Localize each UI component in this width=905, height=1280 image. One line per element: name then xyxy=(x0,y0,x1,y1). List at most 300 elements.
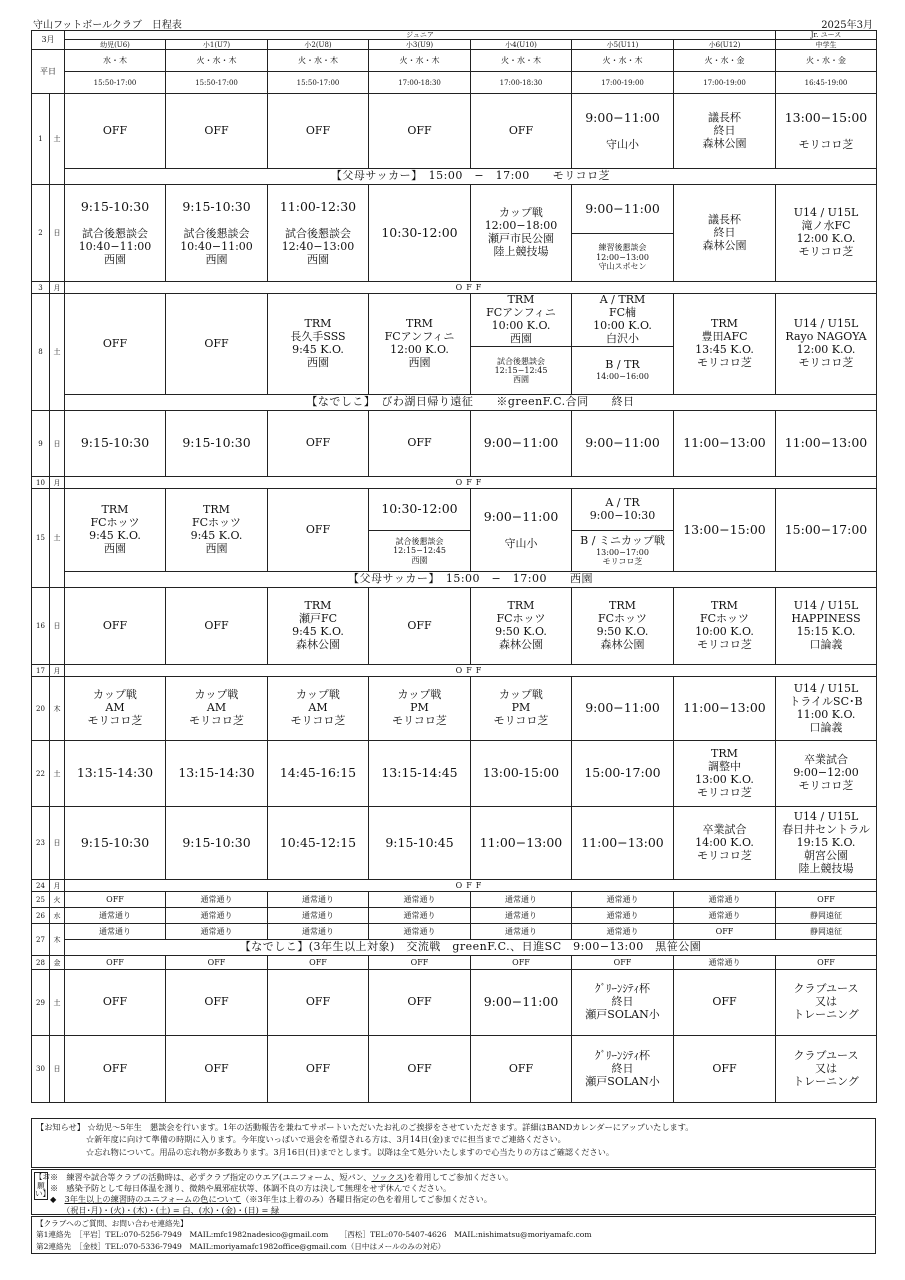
cell-line: AM xyxy=(308,701,328,715)
cell-line: 朝宮公園 xyxy=(804,848,848,862)
cell-text: OFF xyxy=(204,1061,229,1075)
date-label: 9 xyxy=(38,439,43,448)
weekday-cell xyxy=(50,970,65,1036)
date-cell xyxy=(32,588,50,665)
schedule-table xyxy=(31,30,877,1103)
contact-title: 【クラブへのご質問、お問い合わせ連絡先】 xyxy=(36,1219,188,1228)
schedule-cell xyxy=(65,588,166,665)
schedule-cell xyxy=(65,970,166,1036)
cell-line: PM xyxy=(511,701,531,715)
cell-line: カップ戦 xyxy=(296,688,340,702)
off-label: OFF xyxy=(455,283,486,293)
cell-text: 9:00−11:00 xyxy=(483,994,559,1010)
cell-line: カップ戦 xyxy=(499,688,543,702)
weekday-cell xyxy=(50,880,65,892)
cell-line: 12:15−12:45 xyxy=(494,365,548,375)
day-row xyxy=(32,665,877,677)
cell-text: OFF xyxy=(204,336,229,350)
weekday-label: 平日 xyxy=(40,67,56,77)
schedule-cell xyxy=(471,741,572,807)
cell-line: 森林公園 xyxy=(702,238,747,252)
cell-line: 陸上競技場 xyxy=(798,861,854,875)
cell-line: 試合後懇談会 xyxy=(183,226,250,240)
cell-line: Rayo NAGOYA xyxy=(785,330,867,344)
row-note: 【父母サッカー】 15:00 − 17:00 モリコロ芝 xyxy=(330,169,611,183)
off-span-cell xyxy=(65,880,877,892)
class-name: 小5(U11) xyxy=(606,40,639,49)
schedule-cell xyxy=(369,294,471,395)
cell-text: OFF xyxy=(410,958,429,968)
contact-box xyxy=(31,1216,876,1254)
day-row xyxy=(32,677,877,741)
schedule-cell xyxy=(369,677,471,741)
schedule-cell xyxy=(674,807,776,880)
cell-text: OFF xyxy=(204,123,229,137)
cell-line: カップ戦 xyxy=(93,688,137,702)
schedule-cell xyxy=(572,185,674,282)
junior-header xyxy=(65,31,776,40)
date-cell xyxy=(32,94,50,185)
cell-text: OFF xyxy=(712,1061,737,1075)
schedule-cell xyxy=(268,94,369,169)
class-time xyxy=(471,72,572,94)
cell-line: A / TR xyxy=(605,495,640,509)
split-cell xyxy=(471,294,571,394)
schedule-cell xyxy=(268,970,369,1036)
schedule-cell xyxy=(674,411,776,477)
schedule-cell xyxy=(369,741,471,807)
schedule-cell xyxy=(268,588,369,665)
request-2: ※ 感染予防として毎日体温を測り、微熱や風邪症状等、体調不良の方は決して無理をせず休んでください。 xyxy=(50,1183,452,1193)
cell-line xyxy=(268,215,368,228)
cell-text: 9:15-10:30 xyxy=(182,834,251,850)
class-name: 小6(U12) xyxy=(708,40,741,49)
schedule-cell xyxy=(166,924,268,940)
cell-line: モリコロ芝 xyxy=(392,714,447,728)
weekday-char: 土 xyxy=(53,348,61,357)
date-label: 24 xyxy=(36,881,45,890)
class-header xyxy=(776,40,877,50)
schedule-cell xyxy=(572,677,674,741)
weekday-char: 土 xyxy=(53,998,61,1007)
cell-line xyxy=(65,215,165,228)
class-days xyxy=(369,50,471,72)
weekday-cell xyxy=(50,588,65,665)
cell-line: モリコロ芝 xyxy=(798,245,854,259)
weekday-cell xyxy=(50,665,65,677)
schedule-cell xyxy=(268,489,369,572)
cell-text: OFF xyxy=(102,618,128,632)
split-top xyxy=(572,185,673,233)
cell-text: OFF xyxy=(305,436,331,450)
club-title: 守山フットボールクラブ 日程表 xyxy=(33,20,182,31)
schedule-cell xyxy=(268,807,369,880)
schedule-cell xyxy=(776,94,877,169)
cell-text: OFF xyxy=(407,1061,432,1075)
schedule-cell xyxy=(166,588,268,665)
weekday-char: 月 xyxy=(53,283,61,292)
weekday-char: 日 xyxy=(53,439,61,448)
schedule-cell xyxy=(674,588,776,665)
class-name: 小2(U8) xyxy=(304,40,332,49)
cell-line: 議長杯 xyxy=(708,110,741,124)
date-label: 8 xyxy=(38,348,43,357)
cell-line: 守山小 xyxy=(606,137,639,151)
request-1b: ソックス xyxy=(371,1172,404,1182)
cell-line: 10:00 K.O. xyxy=(695,625,754,639)
cell-text: OFF xyxy=(102,123,128,137)
cell-line: モリコロ芝 xyxy=(602,557,643,567)
cell-text: 9:00−11:00 xyxy=(483,435,559,451)
header-row-2 xyxy=(32,40,877,50)
cell-text: 通常通り xyxy=(606,927,639,937)
date-label: 1 xyxy=(38,135,43,144)
note-row xyxy=(32,572,877,588)
cell-line: 9:45 K.O. xyxy=(292,343,344,357)
schedule-cell xyxy=(166,892,268,908)
schedule-cell xyxy=(471,956,572,970)
day-row xyxy=(32,282,877,294)
date-cell xyxy=(32,970,50,1036)
date-cell xyxy=(32,1036,50,1103)
weekday-char: 金 xyxy=(53,958,61,967)
split-top xyxy=(471,294,571,346)
cell-text: 通常通り xyxy=(708,911,741,921)
schedule-cell xyxy=(572,807,674,880)
class-header xyxy=(65,40,166,50)
weekday-time-row xyxy=(32,72,877,94)
weekday-char: 日 xyxy=(53,229,61,238)
cell-line: 9:00−11:00 xyxy=(585,109,660,125)
date-label: 29 xyxy=(36,998,45,1007)
schedule-cell xyxy=(471,294,572,395)
cell-line: 森林公園 xyxy=(702,136,747,150)
cell-line: 卒業試合 xyxy=(804,753,848,767)
schedule-cell xyxy=(65,908,166,924)
cell-text: 11:00−13:00 xyxy=(683,435,766,451)
weekday-char: 土 xyxy=(53,769,61,778)
cell-line: 西園 xyxy=(411,555,428,565)
split-bottom xyxy=(471,346,571,394)
weekday-cell xyxy=(50,294,65,411)
cell-text: OFF xyxy=(407,436,432,450)
weekday-cell xyxy=(50,956,65,970)
cell-line: TRM xyxy=(406,317,433,331)
schedule-cell xyxy=(471,807,572,880)
schedule-cell xyxy=(674,970,776,1036)
row-note: 【なでしこ】 びわ湖日帰り遠征 ※greenF.C.合同 終日 xyxy=(306,395,635,409)
class-days xyxy=(65,50,166,72)
cell-line xyxy=(776,126,876,139)
cell-line: TRM xyxy=(304,599,332,613)
weekday-char: 月 xyxy=(53,881,61,890)
cell-line: 瀬戸FC xyxy=(298,612,338,626)
cell-line: AM xyxy=(206,701,227,715)
schedule-cell xyxy=(572,411,674,477)
date-label: 27 xyxy=(36,935,45,944)
weekday-cell xyxy=(50,477,65,489)
cell-line: 19:15 K.O. xyxy=(796,835,856,849)
cell-line: 西園 xyxy=(205,252,228,266)
jr-youth-header xyxy=(776,31,877,40)
cell-line: TRM xyxy=(711,599,738,613)
cell-line: 瀬戸SOLAN小 xyxy=(585,1074,660,1088)
schedule-cell xyxy=(572,908,674,924)
cell-line: 12:15−12:45 xyxy=(393,546,446,556)
date-cell xyxy=(32,282,50,294)
cell-line: HAPPINESS xyxy=(791,612,861,626)
weekday-cell xyxy=(50,1036,65,1103)
schedule-cell xyxy=(268,924,369,940)
cell-text: 13:15-14:45 xyxy=(381,765,458,781)
cell-line: TRM xyxy=(711,746,738,760)
row-note: 【父母サッカー】 15:00 − 17:00 西園 xyxy=(348,572,593,586)
date-label: 10 xyxy=(36,478,45,487)
cell-line: U14 / U15L xyxy=(793,809,859,823)
notice-box xyxy=(31,1118,876,1168)
date-label: 16 xyxy=(36,622,45,631)
cell-line: 12:00 K.O. xyxy=(390,343,449,357)
cell-line: 議長杯 xyxy=(708,212,741,226)
cell-text: 11:00−13:00 xyxy=(683,700,766,716)
schedule-cell xyxy=(776,924,877,940)
schedule-cell xyxy=(369,185,471,282)
cell-text: 通常通り xyxy=(606,895,639,905)
schedule-cell xyxy=(674,924,776,940)
cell-line: 豊田AFC xyxy=(701,330,748,344)
date-cell xyxy=(32,677,50,741)
request-1c: )を着用してご参加ください。 xyxy=(403,1172,514,1182)
class-days-label: 火・水・木 xyxy=(399,56,440,66)
month-cell xyxy=(32,31,65,50)
split-top xyxy=(572,294,673,346)
schedule-cell xyxy=(776,807,877,880)
schedule-cell xyxy=(268,294,369,395)
schedule-cell xyxy=(65,185,166,282)
cell-line: 瀬戸SOLAN小 xyxy=(585,1008,660,1022)
date-cell xyxy=(32,477,50,489)
request-3a: ◆ xyxy=(50,1194,65,1204)
schedule-cell xyxy=(674,908,776,924)
cell-line: 12:40−13:00 xyxy=(281,239,355,253)
class-days xyxy=(776,50,877,72)
cell-line: モリコロ芝 xyxy=(697,848,752,862)
day-row xyxy=(32,294,877,395)
schedule-cell xyxy=(471,924,572,940)
cell-text: OFF xyxy=(817,895,835,905)
cell-line: 卒業試合 xyxy=(702,822,747,836)
split-bottom xyxy=(572,346,673,394)
schedule-cell xyxy=(776,741,877,807)
class-time-label: 15:50-17:00 xyxy=(195,78,238,87)
cell-text: OFF xyxy=(305,522,331,536)
cell-line: 9:45 K.O. xyxy=(190,529,243,543)
cell-text: OFF xyxy=(512,958,530,968)
cell-line: 9:00−12:00 xyxy=(793,766,859,780)
cell-text: 通常通り xyxy=(403,895,436,905)
notice-1: ☆幼児～5年生 懇談会を行います。1年の活動報告を兼ねてサポートいただいたお礼のご挨拶をさせていただきます。詳細はBANDカレンダーにアップいたします。 xyxy=(87,1122,694,1132)
schedule-cell xyxy=(166,185,268,282)
cell-line: U14 / U15L xyxy=(793,599,859,613)
schedule-cell xyxy=(65,294,166,395)
cell-line: 9:00−11:00 xyxy=(483,508,559,524)
cell-line: 又は xyxy=(815,995,837,1009)
class-time xyxy=(776,72,877,94)
schedule-cell xyxy=(572,924,674,940)
cell-line: B / ミニカップ戦 xyxy=(580,534,665,548)
cell-text: OFF xyxy=(102,336,128,350)
cell-text: OFF xyxy=(407,995,432,1009)
cell-line: 口論義 xyxy=(809,638,843,652)
cell-line: TRM xyxy=(711,317,738,331)
cell-line: 試合後懇談会 xyxy=(285,226,351,240)
weekday-cell xyxy=(50,411,65,477)
cell-line: FCホッツ xyxy=(699,612,750,626)
cell-line: モリコロ芝 xyxy=(798,779,854,793)
schedule-cell xyxy=(65,807,166,880)
cell-line: FCホッツ xyxy=(496,612,546,626)
schedule-cell xyxy=(471,970,572,1036)
class-time-label: 15:50-17:00 xyxy=(93,78,137,87)
class-header xyxy=(674,40,776,50)
class-header xyxy=(166,40,268,50)
cell-line: 12:00 K.O. xyxy=(796,343,856,357)
cell-text: OFF xyxy=(106,958,124,968)
class-days-label: 水・木 xyxy=(103,56,127,66)
cell-text: 通常通り xyxy=(403,927,436,937)
cell-line: 15:15 K.O. xyxy=(796,625,856,639)
schedule-cell xyxy=(65,956,166,970)
cell-line: 13:45 K.O. xyxy=(695,343,754,357)
cell-text: OFF xyxy=(407,618,432,632)
date-label: 26 xyxy=(36,911,45,920)
cell-line: モリコロ芝 xyxy=(697,638,752,652)
date-cell xyxy=(32,924,50,956)
cell-line: 又は xyxy=(815,1061,837,1075)
weekday-cell xyxy=(50,94,65,185)
schedule-cell xyxy=(471,94,572,169)
cell-line: モリコロ芝 xyxy=(87,714,143,728)
schedule-cell xyxy=(776,489,877,572)
schedule-cell xyxy=(572,892,674,908)
split-bottom xyxy=(572,233,673,282)
cell-line: 10:40−11:00 xyxy=(78,239,152,253)
schedule-cell xyxy=(776,908,877,924)
cell-text: OFF xyxy=(508,123,534,137)
schedule-cell xyxy=(674,94,776,169)
cell-text: 通常通り xyxy=(200,927,233,937)
month-label: 3月 xyxy=(41,35,55,45)
cell-text: 通常通り xyxy=(505,895,537,905)
weekday-cell xyxy=(50,892,65,908)
cell-line: 守山スポセン xyxy=(598,262,647,272)
schedule-cell xyxy=(776,411,877,477)
schedule-cell xyxy=(166,970,268,1036)
day-row xyxy=(32,956,877,970)
class-days xyxy=(471,50,572,72)
schedule-cell xyxy=(166,411,268,477)
cell-line: 西園 xyxy=(104,252,126,266)
schedule-cell xyxy=(776,892,877,908)
class-days-label: 火・水・木 xyxy=(298,56,338,66)
cell-line: U14 / U15L xyxy=(793,317,859,331)
schedule-cell xyxy=(572,489,674,572)
cell-line: FCホッツ xyxy=(90,516,140,530)
schedule-cell xyxy=(369,807,471,880)
class-time-label: 17:00-18:30 xyxy=(499,78,543,87)
schedule-cell xyxy=(776,185,877,282)
schedule-cell xyxy=(471,489,572,572)
cell-line: TRM xyxy=(101,503,129,517)
schedule-cell xyxy=(674,892,776,908)
cell-line: 終日 xyxy=(611,1061,634,1075)
class-days-label: 火・水・木 xyxy=(501,56,541,66)
cell-line: 10:00 K.O. xyxy=(593,319,652,333)
day-row xyxy=(32,477,877,489)
cell-line: 陸上競技場 xyxy=(493,245,549,259)
cell-line: FCホッツ xyxy=(191,516,242,530)
day-row xyxy=(32,908,877,924)
class-time xyxy=(65,72,166,94)
cell-line: FCアンフィニ xyxy=(486,306,556,320)
cell-line: 西園 xyxy=(513,375,529,385)
cell-line: U14 / U15L xyxy=(793,681,859,695)
class-time xyxy=(166,72,268,94)
class-header xyxy=(572,40,674,50)
schedule-cell xyxy=(674,1036,776,1103)
schedule-cell xyxy=(471,908,572,924)
weekday-char: 日 xyxy=(53,839,61,848)
cell-line: 調整中 xyxy=(708,759,741,773)
schedule-cell xyxy=(369,94,471,169)
cell-line: 西園 xyxy=(307,356,329,370)
date-label: 20 xyxy=(36,704,45,713)
jr-youth-label: Jr. ユース xyxy=(810,31,842,39)
schedule-cell xyxy=(166,294,268,395)
date-cell xyxy=(32,908,50,924)
schedule-cell xyxy=(65,741,166,807)
off-span-cell xyxy=(65,477,877,489)
schedule-cell xyxy=(471,1036,572,1103)
cell-line: トレーニング xyxy=(793,1008,859,1022)
schedule-cell xyxy=(65,411,166,477)
cell-text: 13:00-15:00 xyxy=(482,765,560,781)
schedule-cell xyxy=(65,1036,166,1103)
schedule-cell xyxy=(268,741,369,807)
schedule-cell xyxy=(572,588,674,665)
cell-line: 終日 xyxy=(713,225,736,239)
schedule-cell xyxy=(166,807,268,880)
schedule-cell xyxy=(471,185,572,282)
date-cell xyxy=(32,807,50,880)
cell-text: 9:00−11:00 xyxy=(585,700,660,716)
cell-text: 通常通り xyxy=(302,895,334,905)
weekday-cell xyxy=(32,50,65,94)
cell-text: 静岡遠征 xyxy=(810,911,842,921)
day-row xyxy=(32,741,877,807)
schedule-cell xyxy=(674,677,776,741)
day-row xyxy=(32,588,877,665)
cell-line: 試合後懇談会 xyxy=(82,226,148,240)
page-header xyxy=(33,16,873,30)
cell-line: 9:50 K.O. xyxy=(596,625,649,639)
note-row xyxy=(32,169,877,185)
schedule-cell xyxy=(674,956,776,970)
class-days-label: 火・水・金 xyxy=(806,56,846,66)
notice-tag: 【お知らせ】 xyxy=(36,1122,85,1132)
cell-line: 白沢小 xyxy=(606,332,639,346)
schedule-cell xyxy=(369,588,471,665)
